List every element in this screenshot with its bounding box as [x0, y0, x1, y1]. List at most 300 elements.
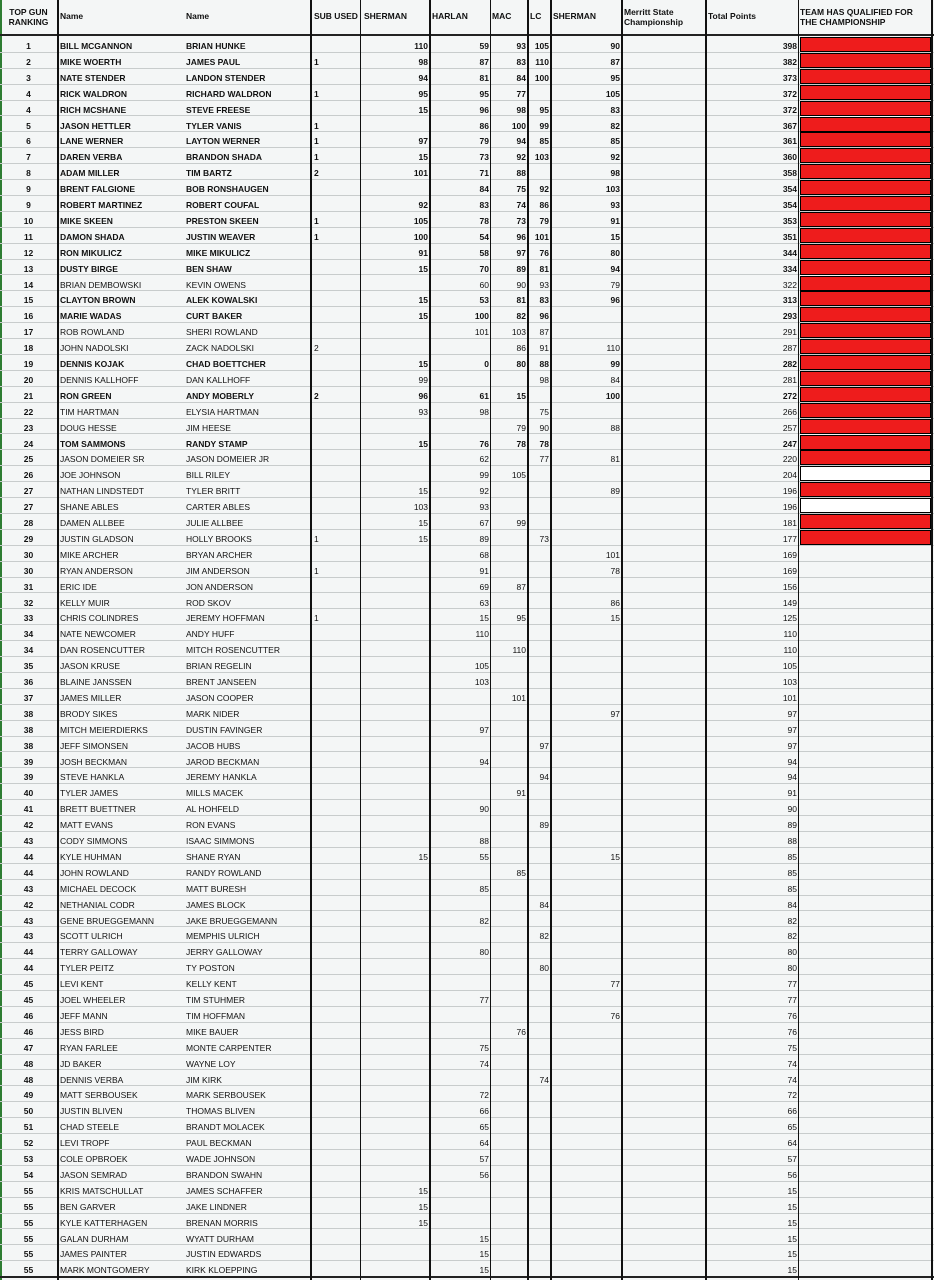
- table-row: [0, 371, 934, 387]
- harlan-score: 99: [479, 470, 489, 481]
- shooter-name-1: DAMEN ALLBEE: [60, 518, 125, 528]
- shooter-name-1: KYLE KATTERHAGEN: [60, 1217, 148, 1228]
- shooter-name-2: ISAAC SIMMONS: [186, 836, 255, 846]
- header-sherman-1: SHERMAN: [364, 11, 407, 21]
- sherman-2-score: 100: [605, 390, 620, 401]
- rank-cell: 27: [23, 486, 34, 497]
- total-points: 103: [782, 677, 797, 687]
- mac-score: 94: [516, 136, 526, 147]
- qualified-indicator: [800, 228, 931, 243]
- shooter-name-2: ANDY MOBERLY: [186, 390, 255, 401]
- shooter-name-1: RYAN ANDERSON: [60, 565, 133, 576]
- table-row: [0, 546, 934, 562]
- sherman-2-score: 92: [610, 152, 620, 163]
- shooter-name-1: JOHN ROWLAND: [60, 867, 129, 878]
- rank-cell: 44: [23, 963, 34, 974]
- total-points: 15: [787, 1185, 797, 1196]
- total-points: 80: [787, 963, 797, 974]
- header-sub-used: SUB USED: [314, 11, 358, 21]
- table-row: [0, 1023, 934, 1039]
- column-divider: [798, 0, 799, 1280]
- mac-score: 75: [516, 184, 526, 195]
- table-row: [0, 673, 934, 689]
- total-points: 66: [787, 1106, 797, 1117]
- sherman-1-score: 15: [418, 104, 428, 115]
- shooter-name-1: JUSTIN GLADSON: [60, 533, 134, 544]
- lc-score: 84: [539, 899, 549, 910]
- column-divider: [429, 0, 431, 1280]
- shooter-name-1: JESS BIRD: [60, 1026, 104, 1037]
- harlan-score: 90: [479, 804, 489, 815]
- shooter-name-2: TIM HOFFMAN: [186, 1010, 246, 1021]
- qualified-indicator: [800, 244, 931, 259]
- qualified-indicator: [800, 450, 931, 465]
- qualified-indicator: [800, 164, 931, 179]
- qualified-indicator: [800, 85, 931, 100]
- shooter-name-1: BILL MCGANNON: [60, 41, 133, 51]
- shooter-name-2: DUSTIN FAVINGER: [186, 724, 263, 735]
- table-row: [0, 753, 934, 769]
- rank-cell: 33: [23, 613, 34, 624]
- harlan-score: 70: [479, 263, 489, 274]
- sherman-1-score: 15: [418, 295, 428, 306]
- shooter-name-1: DENNIS VERBA: [60, 1074, 124, 1085]
- rank-cell: 41: [23, 804, 34, 815]
- table-row: [0, 1118, 934, 1134]
- total-points: 91: [787, 788, 797, 799]
- rank-cell: 8: [26, 168, 31, 179]
- harlan-score: 103: [474, 677, 489, 687]
- rank-cell: 25: [23, 454, 34, 465]
- table-row: [0, 1261, 934, 1277]
- lc-score: 85: [539, 136, 549, 147]
- shooter-name-1: JEFF SIMONSEN: [60, 740, 129, 751]
- column-divider: [490, 0, 491, 1280]
- sherman-1-score: 15: [418, 311, 428, 322]
- total-points: 15: [787, 1217, 797, 1228]
- mac-score: 99: [516, 518, 526, 528]
- shooter-name-1: NETHANIAL CODR: [60, 899, 135, 910]
- harlan-score: 58: [479, 247, 489, 258]
- total-points: 77: [787, 995, 797, 1005]
- harlan-score: 79: [479, 136, 489, 147]
- rank-cell: 34: [23, 629, 34, 640]
- table-row: [0, 530, 934, 546]
- shooter-name-1: RICK WALDRON: [60, 88, 128, 99]
- header-harlan: HARLAN: [432, 11, 468, 21]
- shooter-name-2: TYLER BRITT: [186, 486, 241, 497]
- harlan-score: 15: [479, 1265, 489, 1276]
- header-name-1: Name: [60, 11, 84, 21]
- rank-cell: 3: [26, 72, 31, 83]
- shooter-name-1: CLAYTON BROWN: [60, 295, 136, 306]
- shooter-name-2: JAMES PAUL: [186, 56, 241, 67]
- rank-cell: 28: [23, 518, 34, 528]
- total-points: 196: [782, 486, 797, 497]
- shooter-name-2: JIM KIRK: [186, 1074, 222, 1085]
- lc-score: 83: [539, 295, 549, 306]
- table-row: [0, 498, 934, 514]
- mac-score: 76: [516, 1026, 526, 1037]
- shooter-name-1: JAMES PAINTER: [60, 1249, 127, 1260]
- total-points: 110: [783, 645, 797, 656]
- total-points: 272: [782, 390, 797, 401]
- shooter-name-1: MIKE ARCHER: [60, 549, 119, 560]
- lc-score: 95: [539, 104, 549, 115]
- shooter-name-1: BRODY SIKES: [60, 708, 118, 719]
- rank-cell: 30: [23, 549, 34, 560]
- shooter-name-1: JOE JOHNSON: [60, 470, 121, 481]
- table-row: [0, 307, 934, 323]
- shooter-name-1: MARIE WADAS: [60, 311, 122, 322]
- table-row: [0, 578, 934, 594]
- shooter-name-1: ROB ROWLAND: [60, 327, 125, 338]
- shooter-name-1: TIM HARTMAN: [60, 406, 119, 417]
- total-points: 204: [782, 470, 797, 481]
- qualified-indicator: [800, 466, 931, 481]
- total-points: 56: [787, 1169, 797, 1180]
- shooter-name-2: ROD SKOV: [186, 597, 231, 608]
- total-points: 360: [782, 152, 797, 163]
- table-row: [0, 800, 934, 816]
- table-row: [0, 69, 934, 85]
- rank-cell: 13: [23, 263, 34, 274]
- shooter-name-2: BRIAN HUNKE: [186, 41, 246, 51]
- shooter-name-2: CHAD BOETTCHER: [186, 359, 266, 369]
- lc-score: 88: [539, 359, 549, 369]
- total-points: 110: [783, 629, 797, 640]
- shooter-name-1: JASON DOMEIER SR: [60, 454, 145, 465]
- total-points: 88: [787, 836, 797, 846]
- shooter-name-1: JAMES MILLER: [60, 692, 122, 703]
- lc-score: 77: [539, 454, 549, 465]
- shooter-name-2: KELLY KENT: [186, 979, 237, 990]
- total-points: 196: [782, 502, 797, 513]
- total-points: 97: [787, 708, 797, 719]
- mac-score: 80: [516, 359, 526, 369]
- lc-score: 89: [539, 820, 549, 831]
- shooter-name-2: RANDY ROWLAND: [186, 867, 262, 878]
- total-points: 156: [782, 581, 797, 592]
- sherman-2-score: 101: [605, 549, 620, 560]
- total-points: 15: [787, 1201, 797, 1212]
- shooter-name-1: DAN ROSENCUTTER: [60, 645, 146, 656]
- harlan-score: 73: [479, 152, 489, 163]
- total-points: 97: [787, 740, 797, 751]
- table-row: [0, 641, 934, 657]
- table-bottom-border: [0, 1276, 934, 1278]
- rank-cell: 36: [23, 677, 34, 687]
- table-row: [0, 244, 934, 260]
- table-row: [0, 196, 934, 212]
- shooter-name-2: PAUL BECKMAN: [186, 1138, 252, 1149]
- table-row: [0, 1214, 934, 1230]
- shooter-name-2: BRIAN REGELIN: [186, 661, 252, 672]
- table-row: [0, 1182, 934, 1198]
- sherman-2-score: 95: [610, 72, 620, 83]
- rank-cell: 45: [23, 995, 34, 1005]
- shooter-name-2: STEVE FREESE: [186, 104, 251, 115]
- total-points: 247: [782, 438, 797, 449]
- sub-used-cell: 1: [314, 136, 319, 147]
- shooter-name-2: THOMAS BLIVEN: [186, 1106, 255, 1117]
- total-points: 76: [787, 1010, 797, 1021]
- shooter-name-2: TIM STUHMER: [186, 995, 246, 1005]
- shooter-name-2: BOB RONSHAUGEN: [186, 184, 269, 195]
- sherman-1-score: 96: [418, 390, 428, 401]
- shooter-name-2: LAYTON WERNER: [186, 136, 261, 147]
- sherman-1-score: 100: [413, 231, 428, 242]
- shooter-name-2: JAKE BRUEGGEMANN: [186, 915, 278, 926]
- sherman-2-score: 79: [610, 279, 620, 290]
- rank-cell: 38: [23, 708, 34, 719]
- harlan-score: 0: [484, 359, 489, 369]
- sherman-1-score: 92: [418, 200, 428, 210]
- shooter-name-1: JUSTIN BLIVEN: [60, 1106, 123, 1117]
- harlan-score: 100: [474, 311, 489, 322]
- harlan-score: 68: [479, 549, 489, 560]
- rank-cell: 23: [23, 422, 34, 433]
- shooter-name-2: MITCH ROSENCUTTER: [186, 645, 280, 656]
- table-row: [0, 435, 934, 451]
- qualified-indicator: [800, 37, 931, 52]
- sherman-1-score: 15: [418, 486, 428, 497]
- sub-used-cell: 2: [314, 168, 319, 179]
- shooter-name-1: COLE OPBROEK: [60, 1154, 128, 1164]
- shooter-name-2: TYLER VANIS: [186, 120, 242, 131]
- rank-cell: 43: [23, 836, 34, 846]
- lc-score: 81: [539, 263, 549, 274]
- rank-cell: 55: [23, 1265, 34, 1276]
- lc-score: 105: [534, 41, 549, 51]
- total-points: 82: [787, 915, 797, 926]
- shooter-name-2: JON ANDERSON: [186, 581, 254, 592]
- mac-score: 77: [516, 88, 526, 99]
- shooter-name-2: AL HOHFELD: [186, 804, 240, 815]
- table-row: [0, 816, 934, 832]
- total-points: 15: [787, 1249, 797, 1260]
- harlan-score: 85: [479, 883, 489, 894]
- sherman-2-score: 90: [610, 41, 620, 51]
- table-row: [0, 1086, 934, 1102]
- shooter-name-1: NATHAN LINDSTEDT: [60, 486, 144, 497]
- mac-score: 86: [516, 343, 526, 354]
- rank-cell: 50: [23, 1106, 34, 1117]
- total-points: 75: [787, 1042, 797, 1053]
- mac-score: 74: [516, 200, 526, 210]
- harlan-score: 98: [479, 406, 489, 417]
- sherman-1-score: 15: [418, 518, 428, 528]
- qualified-indicator: [800, 387, 931, 402]
- qualified-indicator: [800, 403, 931, 418]
- harlan-score: 61: [479, 390, 489, 401]
- sherman-2-score: 85: [610, 136, 620, 147]
- total-points: 257: [782, 422, 797, 433]
- table-row: [0, 562, 934, 578]
- sub-used-cell: 1: [314, 152, 319, 163]
- rank-cell: 19: [23, 359, 34, 369]
- sherman-2-score: 77: [610, 979, 620, 990]
- harlan-score: 81: [479, 72, 489, 83]
- shooter-name-2: RANDY STAMP: [186, 438, 248, 449]
- sherman-2-score: 88: [610, 422, 620, 433]
- sherman-1-score: 110: [414, 41, 428, 51]
- total-points: 181: [782, 518, 797, 528]
- qualified-indicator: [800, 435, 931, 450]
- table-row: [0, 1134, 934, 1150]
- rank-cell: 38: [23, 740, 34, 751]
- table-row: [0, 1007, 934, 1023]
- rank-cell: 20: [23, 374, 34, 385]
- shooter-name-1: KELLY MUIR: [60, 597, 110, 608]
- harlan-score: 64: [479, 1138, 489, 1149]
- total-points: 382: [782, 56, 797, 67]
- harlan-score: 74: [479, 1058, 489, 1069]
- total-points: 293: [782, 311, 797, 322]
- shooter-name-1: NATE NEWCOMER: [60, 629, 136, 640]
- qualified-indicator: [800, 371, 931, 386]
- shooter-name-2: JASON DOMEIER JR: [186, 454, 270, 465]
- mac-score: 103: [511, 327, 526, 338]
- total-points: 398: [782, 41, 797, 51]
- shooter-name-2: KEVIN OWENS: [186, 279, 246, 290]
- lc-score: 92: [539, 184, 549, 195]
- shooter-name-2: ROBERT COUFAL: [186, 200, 260, 210]
- harlan-score: 53: [479, 295, 489, 306]
- rank-cell: 55: [23, 1185, 34, 1196]
- harlan-score: 54: [479, 231, 489, 242]
- header-mac: MAC: [492, 11, 512, 21]
- shooter-name-2: SHERI ROWLAND: [186, 327, 258, 338]
- shooter-name-1: BRENT FALGIONE: [60, 184, 136, 195]
- shooter-name-1: KRIS MATSCHULLAT: [60, 1185, 144, 1196]
- qualified-indicator: [800, 117, 931, 132]
- table-row: [0, 912, 934, 928]
- qualified-indicator: [800, 323, 931, 338]
- total-points: 322: [782, 279, 797, 290]
- mac-score: 89: [516, 263, 526, 274]
- shooter-name-1: ERIC IDE: [60, 581, 97, 592]
- shooter-name-2: JAMES SCHAFFER: [186, 1185, 263, 1196]
- shooter-name-2: SHANE RYAN: [186, 851, 241, 862]
- table-row: [0, 117, 934, 133]
- shooter-name-2: TY POSTON: [186, 963, 235, 974]
- shooter-name-2: MILLS MACEK: [186, 788, 244, 799]
- table-row: [0, 1166, 934, 1182]
- rank-cell: 12: [23, 247, 34, 258]
- qualified-indicator: [800, 53, 931, 68]
- shooter-name-2: JUSTIN EDWARDS: [186, 1249, 262, 1260]
- rank-cell: 4: [26, 88, 31, 99]
- table-row: [0, 514, 934, 530]
- harlan-score: 91: [479, 565, 489, 576]
- table-row: [0, 848, 934, 864]
- qualified-indicator: [800, 69, 931, 84]
- shooter-name-2: MATT BURESH: [186, 883, 247, 894]
- shooter-name-1: JASON KRUSE: [60, 661, 120, 672]
- rank-cell: 55: [23, 1201, 34, 1212]
- total-points: 125: [782, 613, 797, 624]
- sherman-2-score: 103: [605, 184, 620, 195]
- shooter-name-1: DENNIS KALLHOFF: [60, 374, 139, 385]
- column-divider: [550, 0, 552, 1280]
- total-points: 77: [787, 979, 797, 990]
- qualified-indicator: [800, 355, 931, 370]
- mac-score: 101: [511, 692, 526, 703]
- shooter-name-1: RON MIKULICZ: [60, 247, 122, 258]
- harlan-score: 83: [479, 200, 489, 210]
- harlan-score: 110: [475, 629, 489, 640]
- shooter-name-1: DAREN VERBA: [60, 152, 123, 163]
- table-row: [0, 101, 934, 117]
- table-row: [0, 896, 934, 912]
- shooter-name-1: JASON HETTLER: [60, 120, 131, 131]
- table-row: [0, 1198, 934, 1214]
- shooter-name-1: DENNIS KOJAK: [60, 359, 125, 369]
- sherman-2-score: 87: [610, 56, 620, 67]
- table-row: [0, 85, 934, 101]
- shooter-name-1: TOM SAMMONS: [60, 438, 126, 449]
- rank-cell: 55: [23, 1233, 34, 1244]
- header-total: Total Points: [708, 11, 757, 21]
- total-points: 74: [787, 1074, 797, 1085]
- shooter-name-2: ALEK KOWALSKI: [186, 295, 258, 306]
- sub-used-cell: 1: [314, 120, 319, 131]
- sherman-2-score: 15: [610, 851, 620, 862]
- shooter-name-2: PRESTON SKEEN: [186, 215, 259, 226]
- lc-score: 79: [539, 215, 549, 226]
- sub-used-cell: 1: [314, 565, 319, 576]
- harlan-score: 71: [479, 168, 489, 179]
- shooter-name-1: LANE WERNER: [60, 136, 124, 147]
- harlan-score: 105: [474, 661, 489, 672]
- qualified-indicator: [800, 307, 931, 322]
- sub-used-cell: 1: [314, 215, 319, 226]
- sherman-2-score: 81: [610, 454, 620, 465]
- total-points: 80: [787, 947, 797, 958]
- sherman-1-score: 94: [418, 72, 428, 83]
- shooter-name-2: ANDY HUFF: [186, 629, 235, 640]
- shooter-name-1: RYAN FARLEE: [60, 1042, 118, 1053]
- shooter-name-1: CHAD STEELE: [60, 1122, 120, 1133]
- total-points: 74: [787, 1058, 797, 1069]
- rank-cell: 29: [23, 533, 34, 544]
- lc-score: 82: [539, 931, 549, 942]
- shooter-name-2: RON EVANS: [186, 820, 236, 831]
- sherman-2-score: 110: [606, 343, 620, 354]
- sherman-2-score: 76: [610, 1010, 620, 1021]
- total-points: 353: [782, 215, 797, 226]
- rank-cell: 11: [24, 231, 33, 242]
- table-row: [0, 180, 934, 196]
- shooter-name-1: MICHAEL DECOCK: [60, 883, 137, 894]
- rank-cell: 6: [26, 136, 31, 147]
- sherman-1-score: 103: [413, 502, 428, 513]
- harlan-score: 56: [479, 1169, 489, 1180]
- shooter-name-1: JD BAKER: [60, 1058, 102, 1069]
- shooter-name-2: MIKE MIKULICZ: [186, 247, 251, 258]
- table-row: [0, 721, 934, 737]
- shooter-name-1: MITCH MEIERDIERKS: [60, 724, 148, 735]
- total-points: 82: [787, 931, 797, 942]
- rank-cell: 22: [23, 406, 34, 417]
- sherman-1-score: 97: [418, 136, 428, 147]
- sherman-1-score: 15: [418, 851, 428, 862]
- shooter-name-1: RON GREEN: [60, 390, 112, 401]
- table-row: [0, 864, 934, 880]
- rank-cell: 2: [26, 56, 31, 67]
- mac-score: 83: [516, 56, 526, 67]
